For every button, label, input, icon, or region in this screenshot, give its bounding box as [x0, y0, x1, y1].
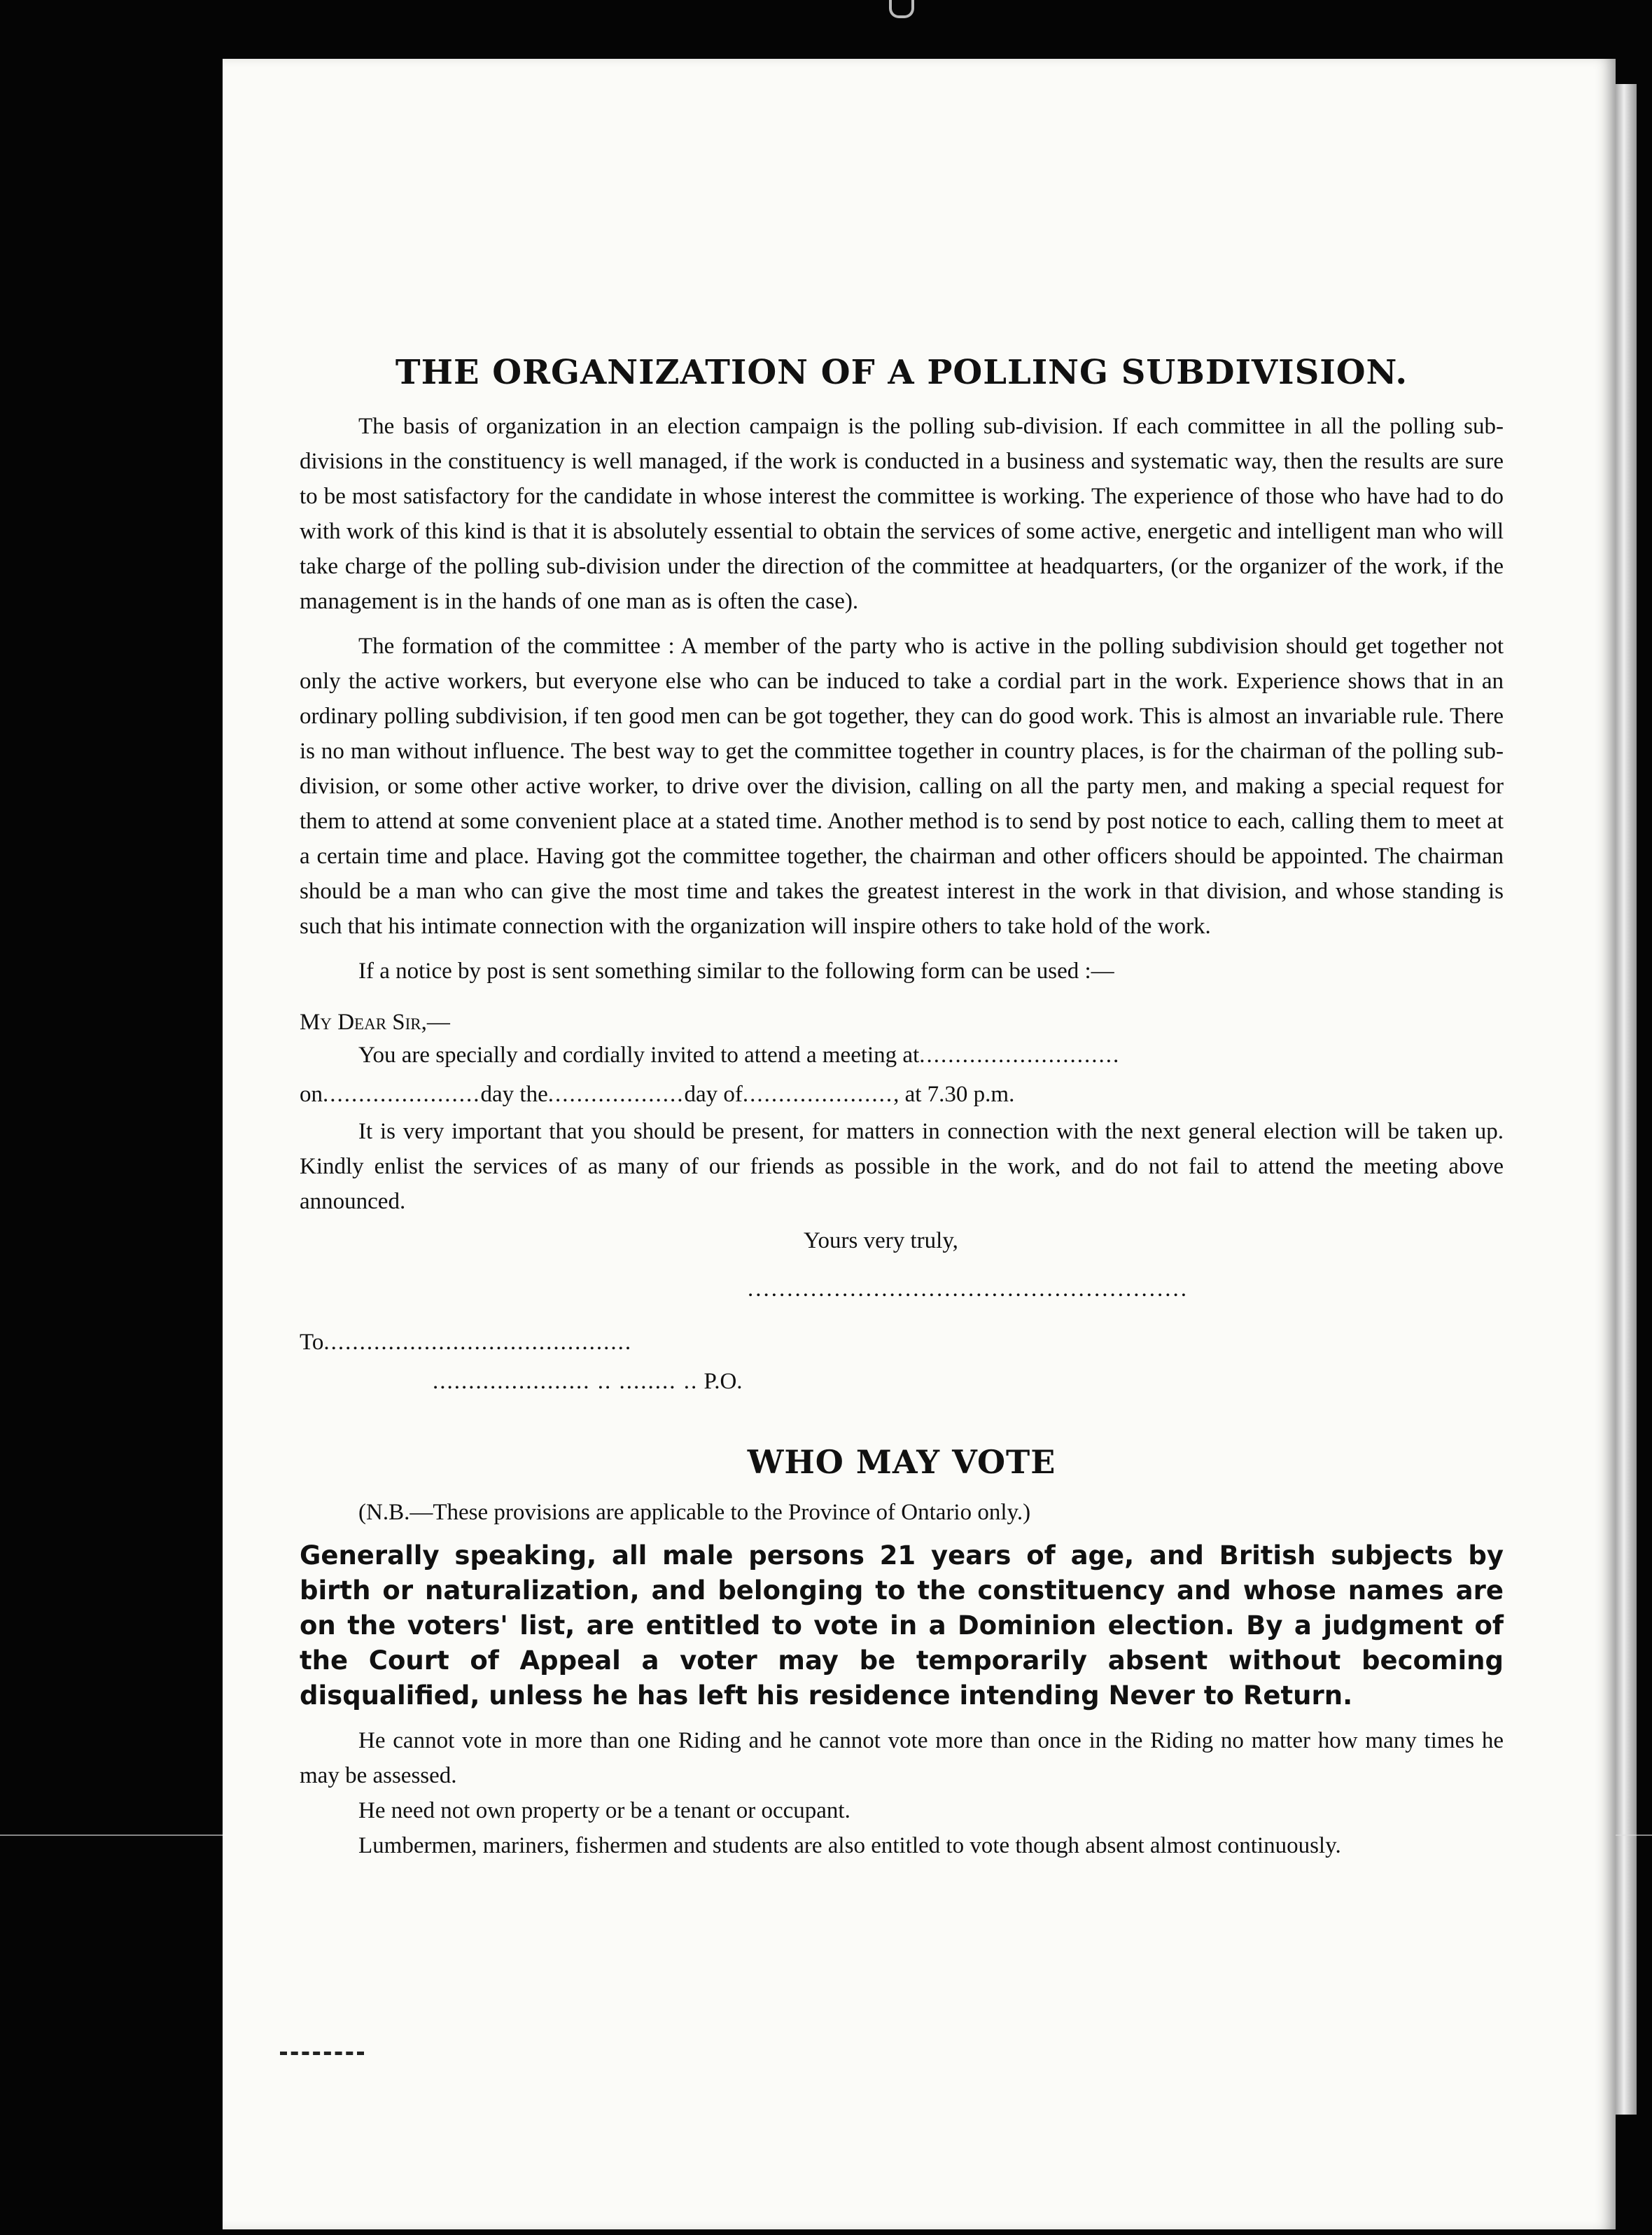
paragraph-riding: He cannot vote in more than one Riding and he cannot vote more than once in the Riding no matter how many times he may be assessed. — [300, 1728, 1504, 1788]
po-line — [300, 1362, 1504, 1401]
paragraph-lumbermen: Lumbermen, mariners, fishermen and students are also entitled to vote though absent almost continuously. — [358, 1833, 1341, 1858]
of-blank: ..................... — [742, 1082, 894, 1107]
day-blank: ................... — [547, 1082, 685, 1107]
letter-date-line — [300, 1075, 1504, 1114]
scan-artifact — [889, 0, 914, 18]
bottom-dash-mark — [280, 2052, 364, 2059]
letter-salutation: My Dear Sir,— — [300, 1010, 450, 1035]
to-line — [300, 1323, 1504, 1362]
paragraph-property: He need not own property or be a tenant or occupant. — [358, 1798, 850, 1823]
document-page — [223, 59, 1616, 2229]
letter-body: It is very important that you should be present, for matters in connection with the next general election will be taken up. Kindly enlist the services of as many of our friends as possible in the work, and do not fail to attend the meeting above announced. — [300, 1119, 1504, 1214]
on-blank: ...................... — [323, 1082, 481, 1107]
to-blank: ........................................... — [323, 1330, 633, 1355]
page-edge — [1616, 84, 1637, 2115]
letter-invite-line — [300, 1036, 1504, 1075]
invite-text: You are specially and cordially invited to attend a meeting at — [358, 1043, 920, 1068]
po-label: P.O. — [704, 1369, 743, 1394]
paragraph-formation: The formation of the committee : A member of the party who is active in the polling subdivision should get together not only the active workers, but everyone else who can be induced to take a cordial part in the work. Experience shows that in an ordinary polling subdivision, if ten good men can be got together, they can do good work. This is almost an invariable rule. There is no man without influence. The best way to get the committee together in country places, is for the chairman of the polling sub-division, or some other active worker, to drive over the division, calling on all the party men, and making a special request for them to attend at some convenient place at a stated time. Another method is to send by post notice to each, calling them to meet at a certain time and place. Having got the committee together, the chairman and other officers should be appointed. The chairman should be a man who can give the most time and takes the greatest interest in the work in that division, and whose standing is such that his intimate connection with the organization will inspire others to take hold of the work. — [300, 634, 1504, 939]
to-label: To — [300, 1330, 324, 1355]
bold-voting-provisions: Generally speaking, all male persons 21 years of age, and British subjects by birth or naturalization, and belonging to the constituency and whose names are on the voters' list, are entitled to vote in a Dominion election. By a judgment of the Court of Appeal a voter may be temporarily absent without becoming disqualified, unless he has left his residence intending Never to Return. — [300, 1540, 1504, 1711]
day-of-label: day of — [684, 1082, 743, 1107]
page-title: THE ORGANIZATION OF A POLLING SUBDIVISION. — [395, 353, 1408, 392]
page-content — [300, 353, 1504, 1863]
letter-closing: Yours very truly, — [804, 1228, 958, 1253]
day-the-label: day the — [480, 1082, 548, 1107]
invite-blank: ............................ — [919, 1043, 1121, 1068]
section-note: (N.B.—These provisions are applicable to the Province of Ontario only.) — [358, 1500, 1031, 1525]
paragraph-notice-intro: If a notice by post is sent something similar to the following form can be used :— — [358, 959, 1114, 984]
section-title-who-may-vote: WHO MAY VOTE — [747, 1443, 1056, 1481]
paragraph-basis: The basis of organization in an election campaign is the polling sub-division. If each committee in all the polling sub-divisions in the constituency is well managed, if the work is conducted in a business and systematic way, then the results are sure to be most satisfactory for the candidate in whose interest the committee is working. The experience of those who have had to do with work of this kind is that it is absolutely essential to obtain the services of some active, energetic and intelligent man who will take charge of the polling sub-division under the direction of the committee at headquarters, (or the organizer of the work, if the management is in the hands of one man as is often the case). — [300, 414, 1504, 614]
po-blank: ...................... .. ........ .. — [433, 1369, 699, 1394]
on-label: on — [300, 1082, 323, 1107]
signature-blank: ........................................................ — [748, 1276, 1189, 1302]
time-text: , at 7.30 p.m. — [893, 1082, 1015, 1107]
